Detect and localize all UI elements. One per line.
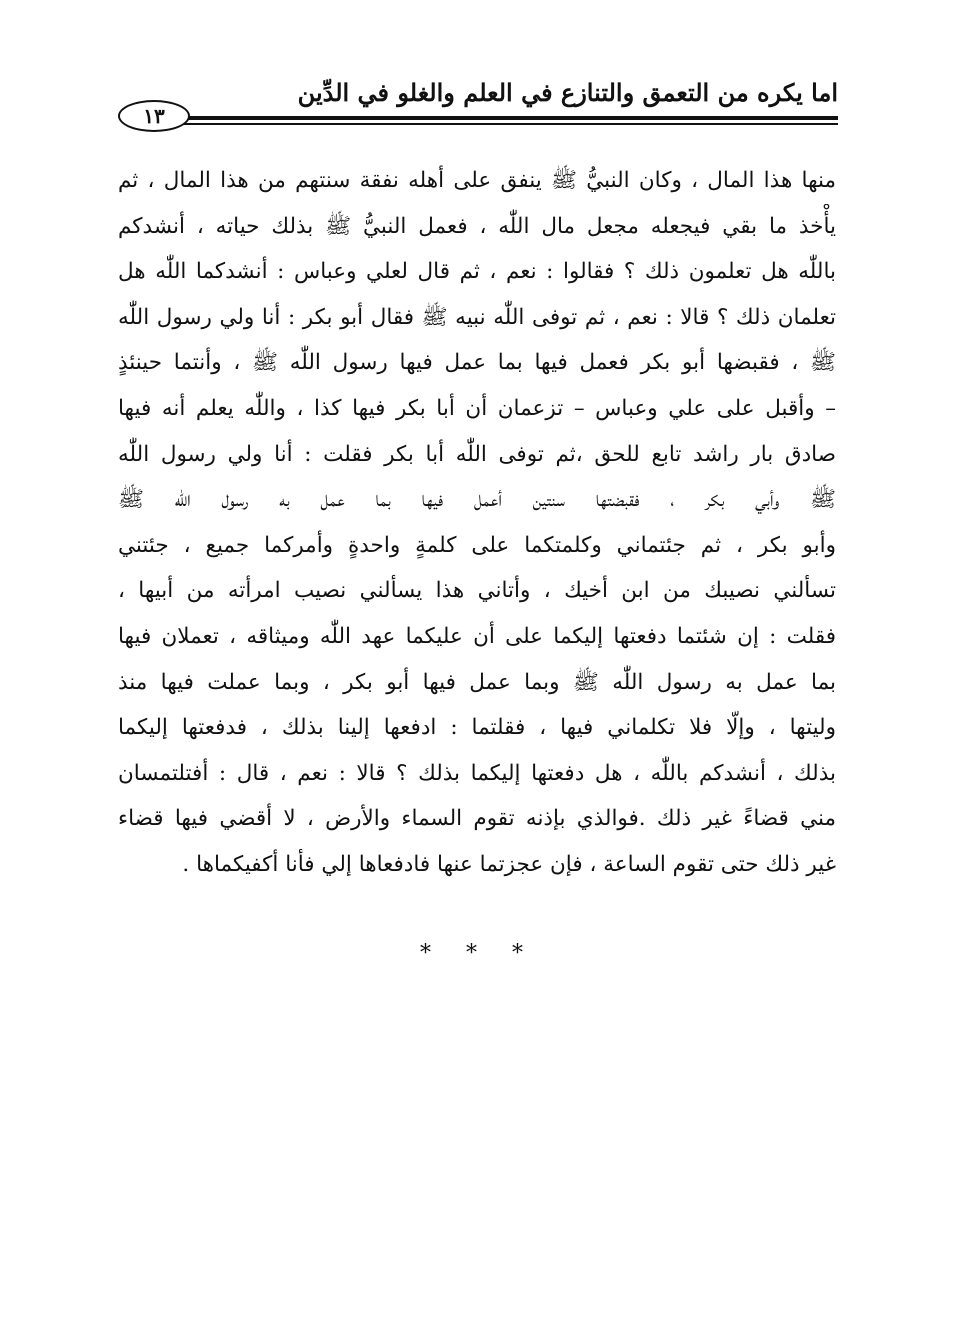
running-title: اما يكره من التعمق والتنازع في العلم والغلو في الدِّين — [297, 78, 838, 107]
header-rule-thin — [168, 123, 838, 125]
text-line: – وأقبل على علي وعباس – تزعمان أن أبا بكر فيها كذا ، واللّٰه يعلم أنه فيها — [118, 395, 836, 421]
text-line: غير ذلك حتى تقوم الساعة ، فإن عجزتما عنها فادفعاها إلي فأنا أكفيكماها . — [182, 851, 836, 877]
text-line: فقلت : إن شئتما دفعتها إليكما على أن عليكما عهد اللّٰه وميثاقه ، تعملان فيها — [118, 623, 836, 649]
text-line: يأْخذ ما بقي فيجعله مجعل مال اللّٰه ، فعمل النبيُّ ﷺ بذلك حياته ، أنشدكم — [118, 213, 836, 239]
text-line: صادق بار راشد تابع للحق ،ثم توفى اللّٰه أبا بكر فقلت : أنا ولي رسول اللّٰه — [118, 441, 836, 467]
page-header — [118, 78, 838, 138]
text-line: مني قضاءً غير ذلك .فوالذي بإذنه تقوم السماء والأرض ، لا أقضي فيها قضاء — [118, 806, 836, 832]
header-rule-thick — [168, 116, 838, 120]
text-line: ﷺ وأبي بكر ، فقبضتها سنتين أعمل فيها بما عمل به رسول اللّٰه ﷺ — [118, 487, 836, 513]
text-line: تعلمان ذلك ؟ قالا : نعم ، ثم توفى اللّٰه نبيه ﷺ فقال أبو بكر : أنا ولي رسول اللّٰه — [118, 304, 836, 330]
text-line: ﷺ ، فقبضها أبو بكر فعمل فيها بما عمل فيها رسول اللّٰه ﷺ ، وأنتما حينئذٍ — [118, 350, 836, 376]
text-line: منها هذا المال ، وكان النبيُّ ﷺ ينفق على أهله نفقة سنتهم من هذا المال ، ثم — [118, 168, 836, 193]
text-line: باللّٰه هل تعلمون ذلك ؟ فقالوا : نعم ، ثم قال لعلي وعباس : أنشدكما اللّٰه هل — [118, 259, 836, 285]
text-line: تسألني نصيبك من ابن أخيك ، وأتاني هذا يسألني نصيب امرأته من أبيها ، — [118, 578, 836, 604]
page-number: ١٣ — [118, 100, 190, 132]
section-separator: * * * — [420, 941, 537, 966]
text-line: بما عمل به رسول اللّٰه ﷺ وبما عمل فيها أبو بكر ، وبما عملت فيها منذ — [118, 669, 836, 695]
text-line: وأبو بكر ، ثم جئتماني وكلمتكما على كلمةٍ واحدةٍ وأمركما جميع ، جئتني — [118, 532, 836, 558]
body-text — [118, 158, 836, 888]
text-line: وليتها ، وإلّا فلا تكلماني فيها ، فقلتما : ادفعها إلينا بذلك ، فدفعتها إليكما — [118, 715, 836, 741]
text-line: بذلك ، أنشدكم باللّٰه ، هل دفعتها إليكما بذلك ؟ قالا : نعم ، قال : أفتلتمسان — [118, 760, 836, 786]
